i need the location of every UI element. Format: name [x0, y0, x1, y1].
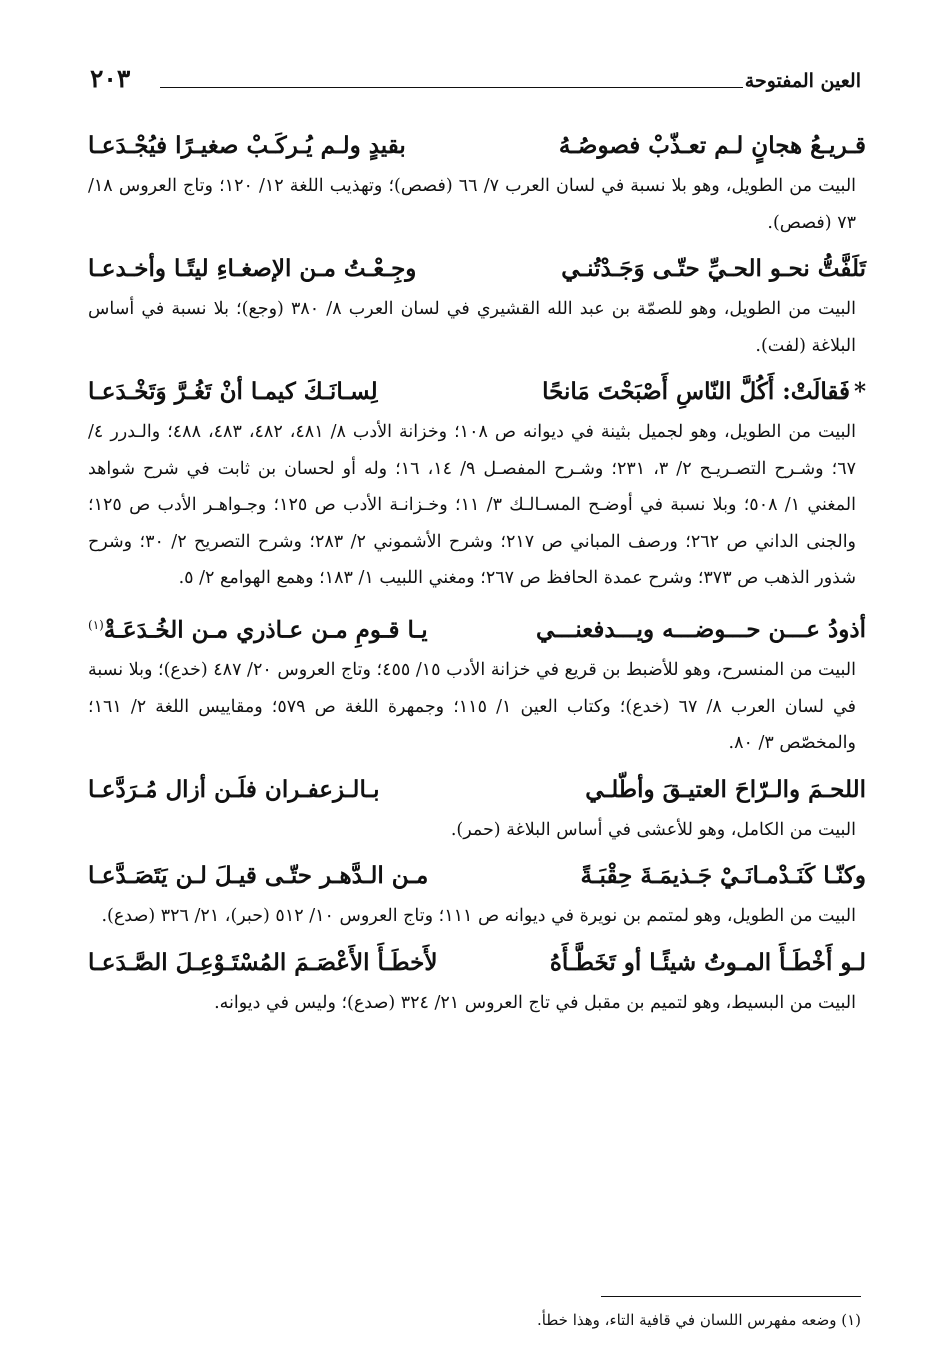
verse-second-hemistich: لِسـانَـكَ كيمـا أنْ تَغُـرَّ وَتَخْـدَعـا: [88, 378, 378, 405]
verse-first-hemistich: أذودُ عـــن حـــوضـــه ويـــدفعنـــي: [535, 616, 866, 644]
footnote-divider: [601, 1296, 861, 1297]
entry-5: [88, 768, 866, 849]
verse-second-hemistich: بقيدٍ ولـم يُـركَـبْ صغيـرًا فيُجْـدَعـا: [88, 132, 406, 159]
entry-7: [88, 941, 866, 1022]
verse-first-hemistich: قـريـعُ هجانٍ لـم تعـذّبْ فصوصُـهُ: [558, 132, 866, 159]
verse-commentary: البيت من الطويل، وهو لمتمم بن نويرة في ديوانه ص ١١١؛ وتاج العروس ١٠/ ٥١٢ (حبر)، ٢١/ ٣٢٦ (صدع).: [101, 906, 856, 927]
verse-first-text: فَقالَتْ: أَكُلَّ النّاسِ أَصْبَحْتَ مَانحًا: [542, 378, 850, 405]
verse-line: [88, 603, 866, 653]
verse-commentary: البيت من المنسرح، وهو للأضبط بن قريع في خزانة الأدب ١٥/ ٤٥٥؛ وتاج العروس ٢٠/ ٤٨٧ (خدع)؛ وبلا نسبة في لسان العرب ٨/ ٦٧ (خدع)؛ وكتاب العين ١/ ١١٥؛ وجمهرة اللغة ص ٥٧٩؛ ومقاييس اللغة ٢/ ١٦١؛ والمخصّص ٣/ ٨٠.: [88, 660, 856, 754]
asterisk-marker: *: [853, 378, 866, 405]
page-header: [90, 60, 861, 100]
page-content: [88, 118, 866, 1021]
verse-first-hemistich: وكنّـا كَنَـدْمـانَـيْ جَـذيمَـةَ حِقْبَـةً: [580, 862, 866, 890]
running-title: العين المفتوحة: [744, 70, 861, 92]
verse-commentary: البيت من الكامل، وهو للأعشى في أساس البلاغة (حمر).: [450, 819, 856, 840]
verse-second-text: يـا قـومِ مـن عـاذري مـن الخُـدَعَـةْ: [103, 616, 428, 644]
verse-first-hemistich: اللحـمَ والـرّاحَ العتيـقَ وأطّلـي: [585, 775, 866, 803]
entry-2: [88, 247, 866, 364]
verse-line: [88, 854, 866, 898]
entry-4: [88, 603, 866, 762]
verse-line: [88, 768, 866, 812]
entry-3: [88, 370, 866, 597]
verse-second-hemistich: بـالـزعفـران فلَـن أزال مُـرَدَّعـا: [88, 775, 380, 803]
verse-commentary: البيت من البسيط، وهو لتميم بن مقبل في تاج العروس ٢١/ ٣٢٤ (صدع)؛ وليس في ديوانه.: [214, 992, 856, 1013]
header-rule: [160, 87, 743, 88]
entry-1: [88, 124, 866, 241]
verse-line: [88, 247, 866, 291]
page-number: ٢٠٣: [90, 64, 131, 93]
verse-commentary: البيت من الطويل، وهو لجميل بثينة في ديوانه ص ١٠٨؛ وخزانة الأدب ٨/ ٤٨١، ٤٨٢، ٤٨٣، ٤٨٨؛ والـدرر ٤/ ٦٧؛ وشـرح التصـريـح ٢/ ٣، ٢٣١؛ وشـرح المفصـل ٩/ ١٤، ١٦؛ وله أو لحسان بن ثابت في شرح شواهد المغني ١/ ٥٠٨؛ وبلا نسبة في أوضـح المسـالـك ٣/ ١١؛ وخـزانـة الأدب ص ١٢٥؛ وجـواهـر الأدب ص ١٢٥؛ والجنى الداني ص ٢٦٢؛ ورصف المباني ص ٢١٧؛ وشرح الأشموني ٢/ ٢٨٣؛ وشرح التصريح ٢/ ٣٠؛ وشرح شذور الذهب ص ٣٧٣؛ وشرح عمدة الحافظ ص ٢٦٧؛ ومغني اللبيب ١/ ١٨٣؛ وهمع الهوامع ٢/ ٥.: [88, 422, 857, 588]
verse-line: [88, 941, 866, 985]
verse-first-hemistich: [542, 370, 866, 414]
verse-second-hemistich: وجِـعْـتُ مـن الإصغـاءِ ليتًـا وأخـدعـا: [88, 255, 417, 282]
verse-line: [88, 124, 866, 168]
verse-commentary: البيت من الطويل، وهو بلا نسبة في لسان العرب ٧/ ٦٦ (فصص)؛ وتهذيب اللغة ١٢/ ١٢٠؛ وتاج العروس ١٨/ ٧٣ (فصص).: [88, 176, 857, 233]
verse-first-hemistich: لـو أَخْطَـأَ المـوتُ شيئًـا أو تَخَطَّـأَهُ: [549, 948, 866, 976]
verse-commentary: البيت من الطويل، وهو للصمّة بن عبد الله القشيري في لسان العرب ٨/ ٣٨٠ (وجع)؛ بلا نسبة في أساس البلاغة (لفت).: [88, 299, 856, 356]
verse-second-hemistich: مـن الـدَّهـر حتّـى قيـلَ لـن يَتَصَـدَّعـا: [88, 862, 429, 890]
entry-6: [88, 854, 866, 935]
verse-second-hemistich: لأَخطَـأَ الأَعْصَـمَ المُسْتَـوْعِـلَ الصَّـدَعـا: [88, 948, 438, 976]
footnote-reference[interactable]: (١): [88, 617, 104, 632]
verse-line: [88, 370, 866, 414]
verse-first-hemistich: تَلَفَّتُّ نحـو الحـيِّ حتّـى وَجَـدْتُنـي: [561, 255, 866, 282]
footnote: (١) وضعه مفهرس اللسان في قافية التاء، وهذا خطأ.: [537, 1311, 861, 1329]
verse-second-hemistich: [88, 603, 428, 653]
